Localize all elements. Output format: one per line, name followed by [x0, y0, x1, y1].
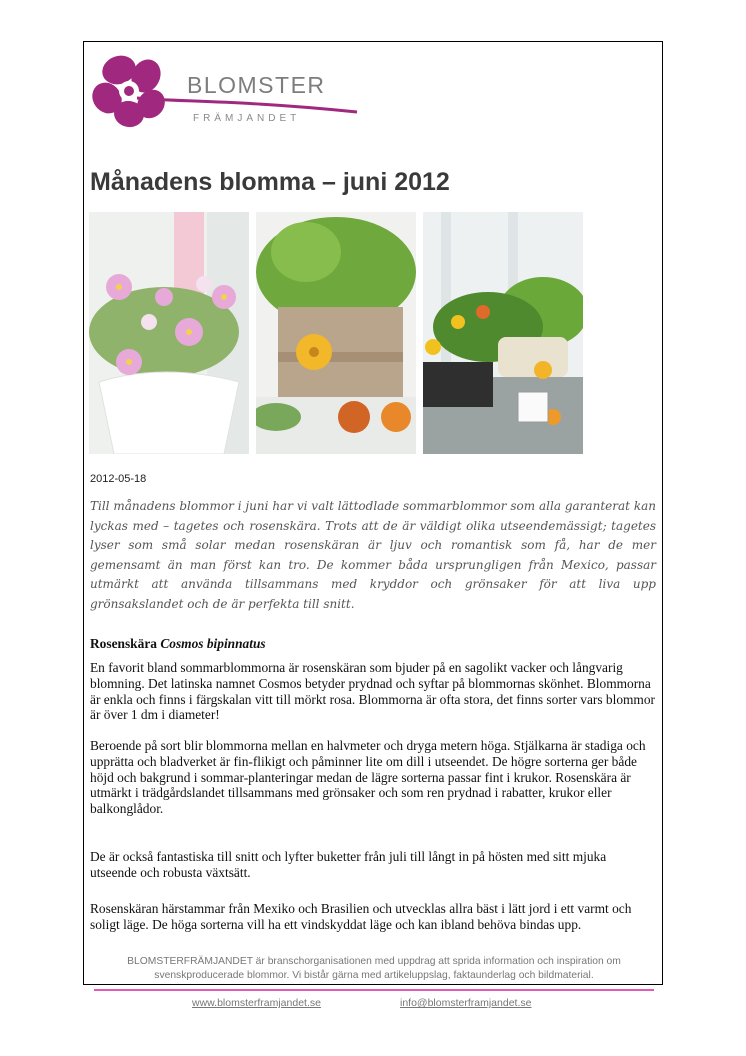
section-subhead — [90, 636, 656, 652]
website-link[interactable]: www.blomsterframjandet.se — [192, 997, 321, 1009]
document-page — [83, 41, 663, 1009]
article-date: 2012-05-18 — [90, 473, 147, 485]
paragraph: En favorit bland sommarblommorna är rosenskäran som bjuder på en sagolikt vacker och långvarig blomning. Det latinska namnet Cosmos betyder prydnad och syftar på blommornas skönhet. Blommorna är enkla och finns i färgskalan vitt till mörkt rosa. Blommorna är ofta stora, det finns sorter vars blommor är över 1 dm i diameter! — [90, 660, 656, 723]
footer-divider — [94, 989, 654, 991]
subhead-name: Rosenskära — [90, 636, 157, 651]
paragraph: De är också fantastiska till snitt och lyfter buketter från juli till långt in på hösten med sitt mjuka utseende och robusta växtsätt. — [90, 849, 607, 880]
article-lead: Till månadens blommor i juni har vi valt lättodlade sommarblommor som alla garanterat kan lyckas med – tagetes och rosenskära. Trots att de är väldigt olika utseendemässigt; tagetes lyser som små solar medan rosenskäran är ljuv och romantisk som få, har de mer gemensamt än man först kan tro. De kommer båda ursprungligen från Mexico, passar utmärkt att använda tillsammans med kryddor och grönsaker för att liva upp grönsakslandet och de är perfekta till snitt. — [90, 499, 656, 611]
photo-window-sill — [423, 212, 583, 454]
subhead-latin: Cosmos bipinnatus — [160, 636, 266, 651]
logo-title: BLOMSTER — [187, 72, 326, 98]
logo-subtitle: FRÄMJANDET — [193, 113, 301, 124]
paragraph: Beroende på sort blir blommorna mellan en halvmeter och dryga metern höga. Stjälkarna är stadiga och upprätta och bladverket är fin-flikigt och påminner lite om dill i utseendet. De högre sorterna ger både höjd och bakgrund i sommar-planteringar medan de lägre sorterna passar fint i krukor. Rosenskära är utmärkt i trädgårdslandet tillsammans med grönsaker och som ren prydnad i rabatter, krukor eller balkonglådor. — [90, 738, 646, 817]
brand-logo[interactable] — [89, 46, 359, 136]
email-link[interactable]: info@blomsterframjandet.se — [400, 997, 532, 1009]
photo-cosmos-pot — [89, 212, 249, 454]
paragraph: Rosenskäran härstammar från Mexiko och Brasilien och utvecklas allra bäst i lätt jord i ett varmt och soligt läge. De höga sorterna vill ha ett vindskyddat läge och kan ibland behöva bindas upp. — [90, 901, 632, 932]
article-headline: Månadens blomma – juni 2012 — [90, 168, 450, 196]
photo-tagetes-box — [256, 212, 416, 454]
footer-text: BLOMSTERFRÄMJANDET är branschorganisationen med uppdrag att sprida information och inspiration om svenskproducerade blommor. Vi bistår gärna med artikeluppslag, faktaunderlag och bildmaterial. — [127, 956, 621, 981]
